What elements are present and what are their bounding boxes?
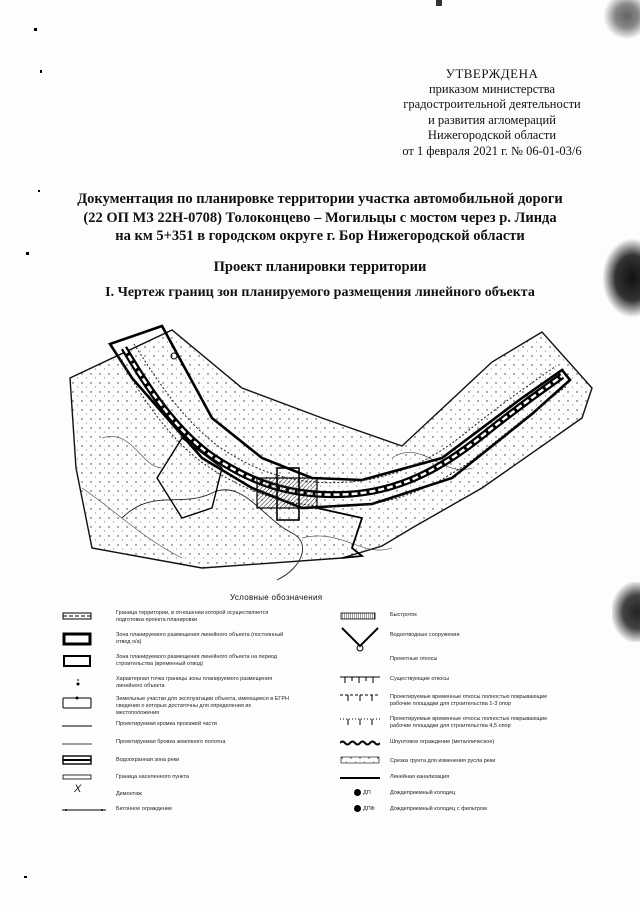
legend-symbol-territory-boundary: [62, 612, 92, 620]
document-title-line: (22 ОП МЗ 22Н-0708) Толоконцево – Могильцы с мостом через р. Линда: [83, 209, 557, 226]
legend-item-label: Водоотводные сооружения: [390, 632, 460, 638]
legend-item-label: Характерная точка границы зоны планируемого размещения линейного объекта: [116, 676, 273, 689]
filter-well-icon: [354, 805, 361, 812]
legend-item-label: Проектируемые временные откосы полностью покрывающие рабочие площадки для строительства 4,5 опор: [390, 716, 548, 729]
legend-symbol-temp-slope-2: [340, 718, 380, 726]
legend-symbol-settlement-border: [62, 774, 92, 780]
legend-right: [338, 610, 608, 835]
legend-symbol-sewer: [340, 776, 380, 780]
legend-item-label: Граница населенного пункта: [116, 774, 189, 780]
approval-stamp: [388, 66, 596, 159]
legend-item-label: Граница территории, в отношении которой осуществляется подготовка проекта планировки: [116, 610, 269, 623]
sheet-title: I. Чертеж границ зон планируемого размещения линейного объекта: [105, 285, 535, 300]
legend-symbol-temporary-zone: [62, 654, 92, 668]
scan-artifact: [612, 582, 640, 642]
legend-symbol-carriageway: [62, 724, 92, 728]
scan-artifact: [602, 238, 640, 318]
legend-item-label: Проектируемая кромка проезжей части: [116, 721, 217, 727]
scan-artifact: [596, 0, 640, 40]
storm-well-icon: [354, 789, 361, 796]
legend-symbol-sheet-pile: [340, 740, 380, 746]
scan-artifact: [34, 28, 37, 31]
legend-item-label: Проектные откосы: [390, 656, 438, 662]
legend-symbol-land-plot: [62, 696, 92, 710]
legend-symbol-soil-cut: [340, 756, 380, 764]
legend-item-label: Зона планируемого размещения линейного объекта на период строительства (временный отвод): [116, 654, 277, 667]
legend-item-label: Дождеприемный колодец с фильтром: [390, 806, 487, 812]
legend-title: Условные обозначения: [230, 593, 323, 602]
approval-line: и развития агломераций: [428, 112, 556, 127]
legend-item-label: Бетонное ограждение: [116, 806, 173, 812]
legend-item-label: Зона планируемого размещения линейного объекта (постоянный отвод о/а): [116, 632, 284, 645]
document-title: [60, 190, 580, 246]
legend-symbol-temp-slope-1: [340, 694, 380, 702]
legend-item-label: Земельные участки для эксплуатации объекта, имеющиеся в ЕГРН сведения о которых достаточны для определения их местоположения: [116, 696, 289, 716]
legend-symbol-embankment: [62, 742, 92, 746]
legend-item-label: Линейная канализация: [390, 774, 450, 780]
legend-symbol-water-zone: [62, 754, 92, 766]
legend-symbol-existing-slope: [340, 676, 380, 684]
legend-item-label: Быстроток: [390, 612, 417, 618]
approval-line: градостроительной деятельности: [403, 97, 581, 111]
legend-symbol-fast-flow: [340, 612, 376, 620]
legend-item-label: Существующие откосы: [390, 676, 450, 682]
legend-item-label: Проектируемые временные откосы полностью покрывающие рабочие площадки для строительства 1-3 опор: [390, 694, 548, 707]
project-title: Проект планировки территории: [213, 259, 427, 275]
territory-boundary: [70, 330, 592, 568]
storm-well-label: ДП: [363, 790, 371, 796]
legend-item-label: Демонтаж: [116, 791, 142, 797]
scan-artifact: [436, 0, 442, 6]
legend-item-label: Шпунтовое ограждение (металлическое): [390, 739, 495, 745]
legend-item-label: Дождеприемный колодец: [390, 790, 456, 796]
approval-line: Нижегородской области: [427, 128, 557, 142]
document-title-line: Документация по планировке территории участка автомобильной дороги: [77, 191, 563, 207]
scan-artifact: [38, 190, 40, 192]
scan-artifact: [24, 876, 27, 878]
legend-symbol-drainage: [340, 624, 380, 654]
filter-well-label: ДПФ: [363, 806, 375, 812]
legend-item-label: Проектируемая бровка земляного полотна: [116, 739, 226, 745]
dismantle-icon: X: [74, 783, 82, 795]
legend-item-label: Водоохранная зона реки: [116, 757, 180, 763]
scan-artifact: [40, 70, 42, 73]
scan-artifact: [26, 252, 29, 255]
bridge-structure: [257, 478, 317, 508]
legend-symbol-concrete-fence: [62, 808, 106, 812]
document-title-line: на км 5+351 в городском округе г. Бор Нижегородской области: [115, 228, 525, 244]
legend-item-label: Срезка грунта для изменения русла реки: [390, 758, 496, 764]
approval-title: УТВЕРЖДЕНА: [445, 66, 539, 81]
approval-line: от 1 февраля 2021 г. № 06-01-03/6: [402, 143, 582, 158]
approval-line: приказом министерства: [428, 81, 556, 96]
legend-symbol-point: [72, 678, 84, 690]
legend-left: [60, 608, 330, 833]
legend-symbol-permanent-zone: [62, 632, 92, 646]
site-plan-drawing: [62, 318, 602, 590]
